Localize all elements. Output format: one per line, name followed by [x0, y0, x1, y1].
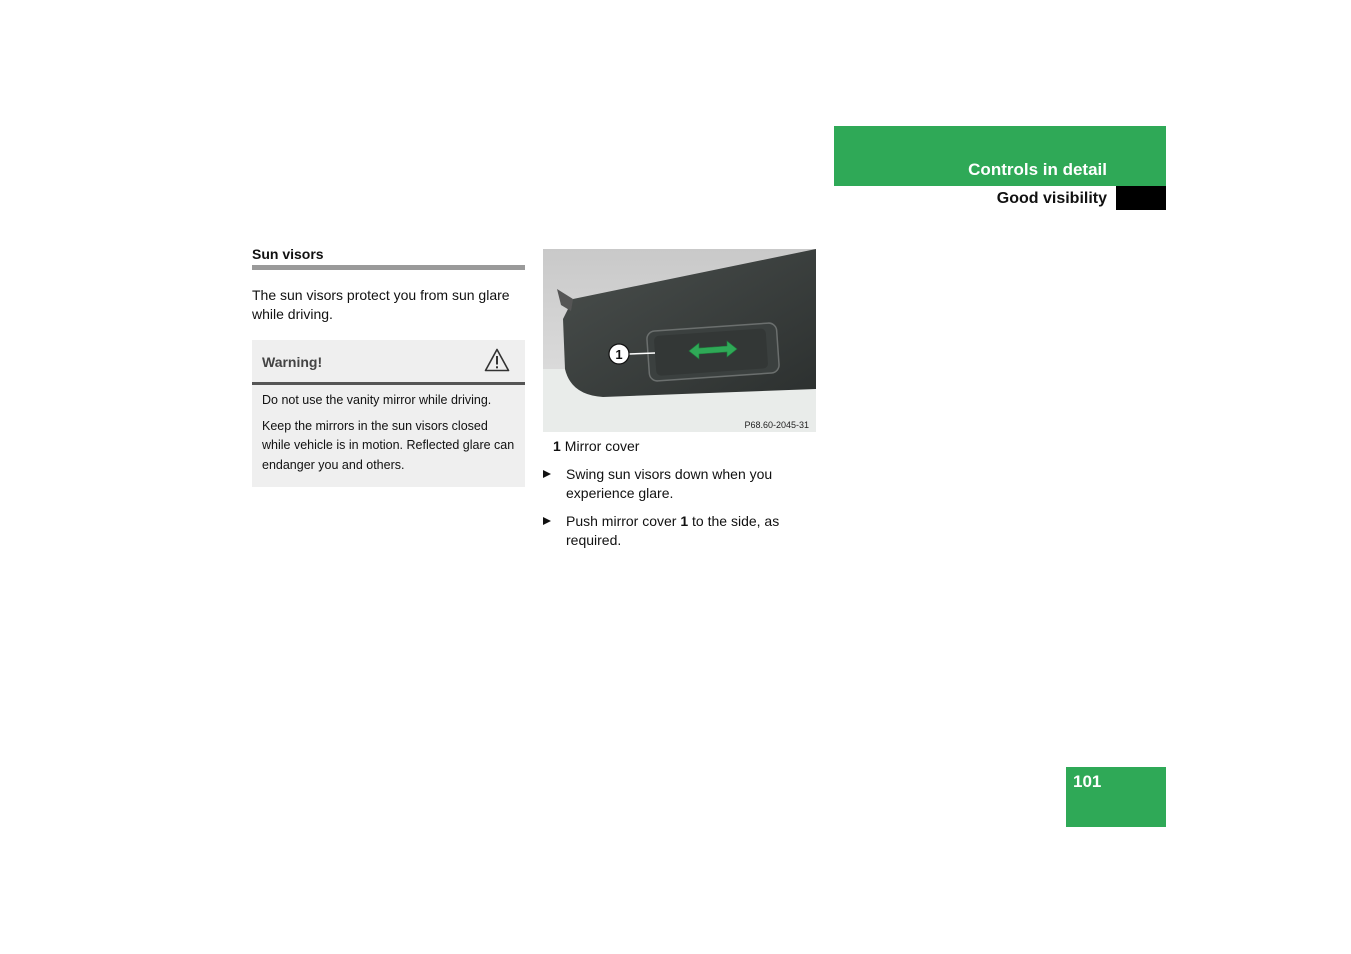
instruction-step — [543, 465, 818, 503]
step-text: Swing sun visors down when you experience glare. — [566, 466, 773, 501]
section-marker-bar — [1116, 186, 1166, 210]
photo-callout-1: 1 — [615, 347, 623, 362]
step-reference-number: 1 — [680, 513, 689, 529]
warning-line: Do not use the vanity mirror while driving. — [262, 393, 492, 407]
section-header — [834, 186, 1166, 210]
bullet-triangle-icon — [543, 517, 551, 525]
page-number-box — [1066, 767, 1166, 827]
page-number: 101 — [1073, 772, 1102, 791]
warning-header — [252, 340, 525, 385]
section-subtitle: Good visibility — [996, 190, 1107, 207]
figure-legend — [543, 437, 818, 456]
section-title: Sun visors — [252, 246, 525, 270]
warning-box — [252, 340, 525, 487]
instruction-step — [543, 512, 818, 550]
step-text-after: to the side, as required. — [566, 513, 780, 548]
warning-line: Keep the mirrors in the sun visors closed while vehicle is in motion. Reflected glare can endanger you and others. — [262, 418, 515, 472]
warning-triangle-icon — [484, 348, 510, 372]
intro-text: The sun visors protect you from sun glare while driving. — [252, 287, 510, 322]
figure-code: P68.60-2045-31 — [744, 420, 809, 430]
sun-visor-photo — [543, 249, 816, 432]
legend-text: Mirror cover — [564, 438, 640, 454]
bullet-triangle-icon — [543, 470, 551, 478]
chapter-header — [834, 126, 1166, 186]
warning-body — [252, 385, 525, 487]
legend-number: 1 — [553, 438, 561, 454]
right-column — [543, 437, 818, 550]
step-text-before: Push mirror cover — [566, 513, 681, 529]
sun-visor-illustration — [543, 249, 816, 432]
chapter-title: Controls in detail — [968, 160, 1107, 179]
left-column — [252, 246, 525, 487]
warning-label: Warning! — [262, 354, 323, 370]
